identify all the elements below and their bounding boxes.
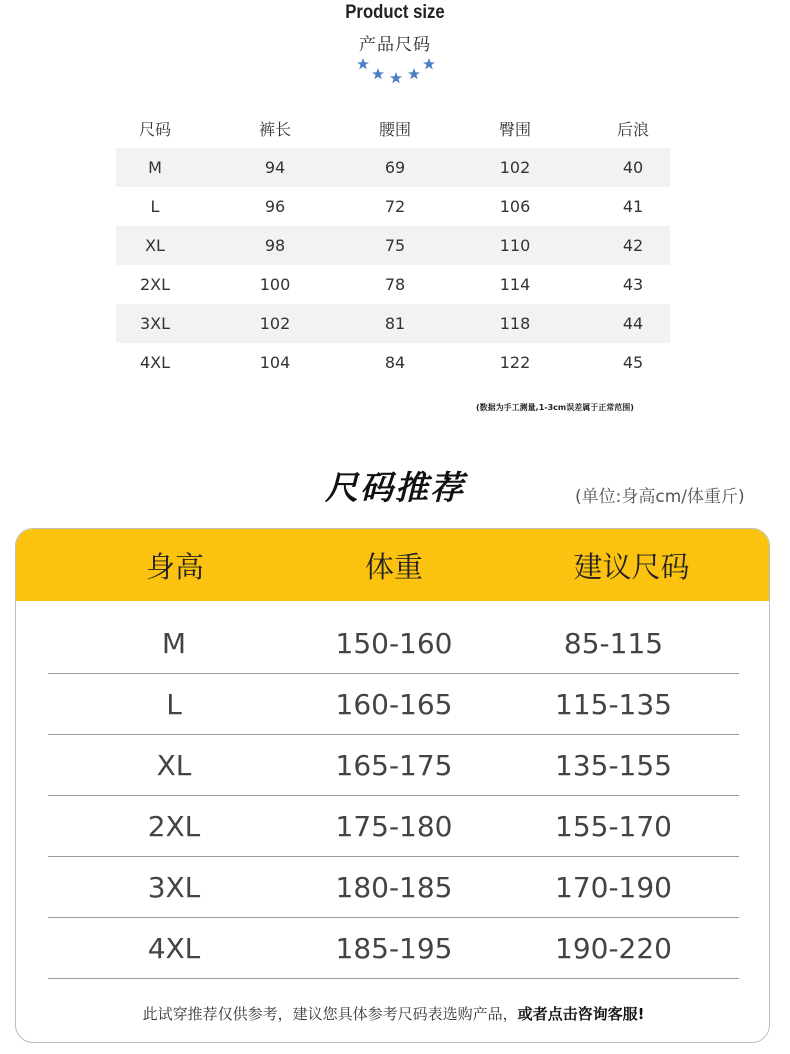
table-cell: 135-155	[555, 748, 672, 782]
stars-decoration	[345, 54, 445, 86]
star-icon	[423, 58, 435, 69]
recommend-unit: (单位:身高cm/体重斤)	[575, 487, 745, 507]
footer-text: 此试穿推荐仅供参考，建议您具体参考尺码表选购产品，	[142, 1005, 518, 1023]
table-cell: 43	[622, 275, 644, 294]
column-header: 臀围	[498, 119, 531, 139]
table-cell: 96	[264, 197, 286, 216]
table-cell: 94	[264, 158, 286, 177]
table-cell: 102	[499, 158, 531, 177]
table-cell: 160-165	[335, 687, 453, 721]
column-header: 腰围	[378, 119, 411, 139]
table-row	[48, 796, 739, 857]
table-row	[48, 674, 739, 735]
product-size-subtitle: 产品尺码	[359, 35, 431, 55]
table-cell: XL	[156, 748, 192, 782]
column-header: 后浪	[616, 119, 649, 139]
table-cell: 41	[622, 197, 644, 216]
table-cell: 81	[384, 314, 406, 333]
recommend-rows	[48, 613, 739, 979]
table-row	[116, 148, 670, 187]
table-cell: 45	[622, 353, 644, 372]
contact-service-link[interactable]: 或者点击咨询客服!	[517, 1005, 645, 1023]
table-row	[48, 613, 739, 674]
table-cell: 100	[259, 275, 291, 294]
table-cell: 155-170	[555, 809, 672, 843]
table-cell: 102	[259, 314, 291, 333]
column-header: 尺码	[138, 119, 171, 139]
column-header: 裤长	[258, 119, 291, 139]
measurement-note: (数据为手工测量,1-3cm误差属于正常范围)	[476, 403, 634, 412]
column-header: 体重	[364, 549, 423, 584]
table-cell: 104	[259, 353, 291, 372]
table-cell: 170-190	[555, 870, 672, 904]
table-cell: 42	[622, 236, 644, 255]
table-cell: 85-115	[563, 626, 664, 660]
table-cell: 2XL	[139, 275, 171, 294]
table-cell: 165-175	[335, 748, 453, 782]
star-icon	[357, 58, 369, 69]
table-cell: 175-180	[335, 809, 453, 843]
table-cell: 44	[622, 314, 644, 333]
table-cell: 4XL	[139, 353, 171, 372]
table-cell: 180-185	[335, 870, 453, 904]
table-row	[116, 265, 670, 304]
table-cell: 78	[384, 275, 406, 294]
table-cell: L	[166, 687, 182, 721]
recommend-title: 尺码推荐	[325, 468, 465, 507]
table-cell: 72	[384, 197, 406, 216]
table-cell: 190-220	[555, 931, 672, 965]
table-cell: 110	[499, 236, 531, 255]
table-cell: 69	[384, 158, 406, 177]
table-row	[116, 187, 670, 226]
table-cell: 2XL	[147, 809, 201, 843]
table-cell: M	[161, 626, 187, 660]
table-row	[116, 304, 670, 343]
table-cell: 150-160	[335, 626, 453, 660]
table-cell: 114	[499, 275, 531, 294]
table-row	[116, 343, 670, 382]
table-row	[48, 918, 739, 979]
table-cell: 118	[499, 314, 531, 333]
table-cell: 40	[622, 158, 644, 177]
table-cell: 106	[499, 197, 531, 216]
table-row	[48, 857, 739, 918]
size-table	[116, 108, 670, 382]
table-row	[116, 226, 670, 265]
table-cell: L	[150, 197, 160, 216]
table-cell: 3XL	[147, 870, 201, 904]
footer-note	[16, 1003, 770, 1024]
table-cell: 185-195	[335, 931, 453, 965]
star-icon	[390, 72, 402, 83]
recommend-header	[16, 529, 769, 601]
column-header: 身高	[145, 549, 204, 584]
star-icon	[372, 68, 384, 79]
table-cell: M	[148, 158, 162, 177]
table-cell: 3XL	[139, 314, 171, 333]
table-cell: 122	[499, 353, 531, 372]
table-cell: 84	[384, 353, 406, 372]
star-icon	[408, 68, 420, 79]
size-table-header	[116, 108, 670, 148]
table-cell: 75	[384, 236, 406, 255]
column-header: 建议尺码	[573, 549, 690, 584]
table-cell: 115-135	[555, 687, 672, 721]
recommend-card	[15, 528, 770, 1043]
table-cell: XL	[145, 236, 165, 255]
product-size-title: Product size	[345, 2, 445, 23]
table-row	[48, 735, 739, 796]
table-cell: 4XL	[147, 931, 201, 965]
table-cell: 98	[264, 236, 286, 255]
